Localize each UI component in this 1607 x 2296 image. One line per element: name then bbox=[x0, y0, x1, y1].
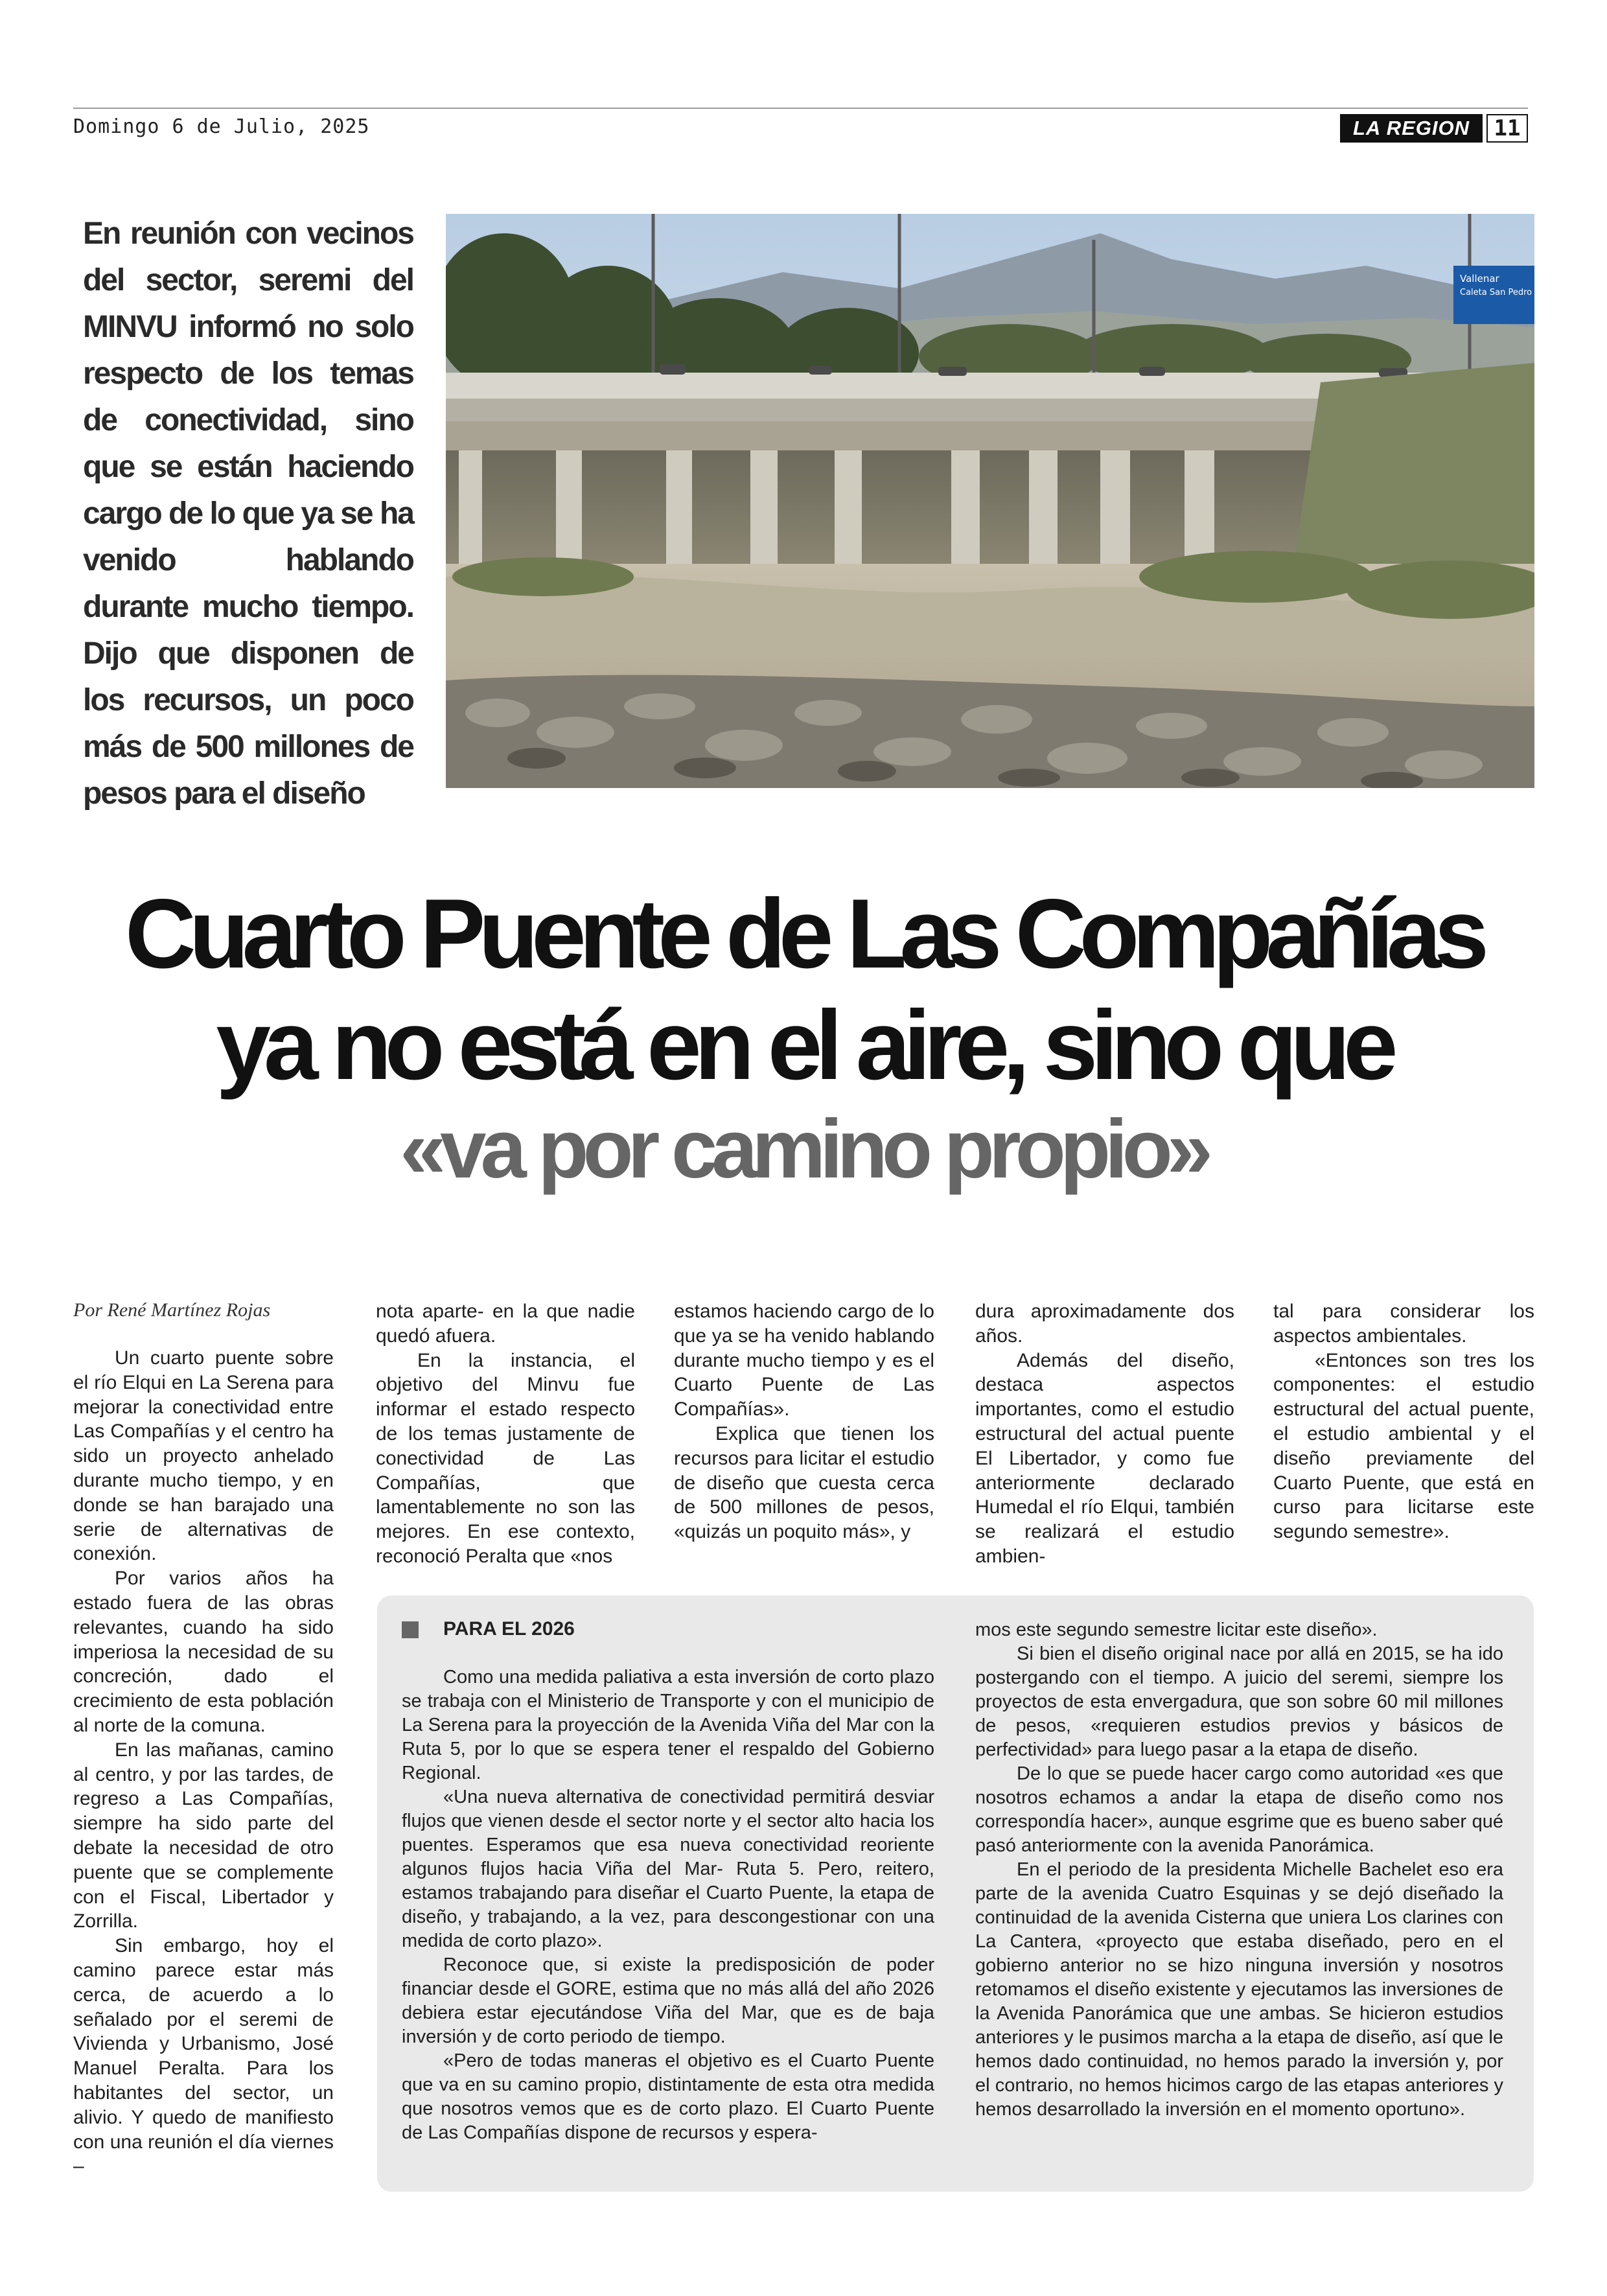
header-date: Domingo 6 de Julio, 2025 bbox=[73, 115, 370, 138]
lead-summary: En reunión con vecinos del sector, seremi del MINVU informó no solo respecto de los temas de conectividad, sino que se están haciendo cargo de lo que ya se ha venido hablando durante mucho tiempo. Dijo que disponen de los recursos, un poco más de 500 millones de pesos para el diseño bbox=[83, 216, 413, 811]
paragraph: «Entonces son tres los componentes: el estudio estructural del actual puente, el estudio ambiental y el diseño previamente del Cuarto Puente, que está en curso para licitarse este segundo semestre». bbox=[1273, 1349, 1534, 1543]
byline: Por René Martínez Rojas bbox=[73, 1299, 271, 1321]
box-marker-icon bbox=[402, 1621, 419, 1638]
paragraph: estamos haciendo cargo de lo que ya se ha venido hablando durante mucho tiempo y es el Cuarto Puente de Las Compañías». bbox=[674, 1301, 934, 1421]
paragraph: mos este segundo semestre licitar este diseño». bbox=[975, 1619, 1378, 1640]
article-column-2 bbox=[376, 1299, 635, 1569]
paragraph: dura aproximadamente dos años. bbox=[975, 1301, 1234, 1347]
paragraph: De lo que se puede hacer cargo como autoridad «es que nosotros echamos a andar la etapa de diseño como nos correspondía hacer», aunque esgrime que es bueno saber qué pasó anteriormente con la avenida Panorámica. bbox=[975, 1763, 1503, 1856]
box-column-left bbox=[402, 1665, 934, 2145]
article-column-5 bbox=[1273, 1299, 1534, 1544]
paragraph: Si bien el diseño original nace por allá en 2015, se ha ido postergando con el tiempo. A juicio del seremi, siempre los proyectos de esta envergadura, que son sobre 60 mil millones de pesos, «requieren estudios previos y básicos de perfectividad» para luego pasar a la etapa de diseño. bbox=[975, 1643, 1503, 1760]
header-rule bbox=[73, 108, 1528, 109]
bridge-photo bbox=[446, 214, 1534, 788]
paragraph: En la instancia, el objetivo del Minvu fue informar el estado respecto de los temas justamente de conectividad de Las Compañías, que lamentablemente no son las mejores. En ese contexto, reconoció Peralta que «nos bbox=[376, 1349, 635, 1567]
paragraph: En el periodo de la presidenta Michelle Bachelet eso era parte de la avenida Cuatro Esquinas y se dejó diseñado la continuidad de la avenida Cisterna que uniera Los clarines con La Cantera, «proyecto que estaba diseñado, pero en el gobierno anterior no se hizo ninguna inversión y nosotros retomamos el diseño existente y ejecutamos las inversiones de la Avenida Panorámica que une ambas. Se hicieron estudios anteriores y le pusimos marcha a la etapa de diseño, así que le hemos dado continuidad, no hemos parado la inversión y, por el contrario, no hemos hicimos cargo de las etapas anteriores y hemos desarrollado la inversión en el momento oportuno». bbox=[975, 1859, 1503, 2120]
box-column-right bbox=[975, 1618, 1503, 2122]
newspaper-brand: LA REGION bbox=[1340, 114, 1483, 143]
headline bbox=[65, 878, 1542, 1198]
paragraph: Por varios años ha estado fuera de las obras relevantes, cuando ha sido imperiosa la necesidad de su concreción, dado el crecimiento de esta población al norte de la comuna. bbox=[73, 1568, 334, 1736]
headline-quote: «va por camino propio» bbox=[400, 1103, 1207, 1196]
paragraph: Sin embargo, hoy el camino parece estar más cerca, de acuerdo a lo señalado por el seremi de Vivienda y Urbanismo, José Manuel Peralta. Para los habitantes del sector, un alivio. Y quedo de manifiesto con una reunión el día viernes – bbox=[73, 1935, 334, 2177]
paragraph: Reconoce que, si existe la predisposición de poder financiar desde el GORE, estima que no más allá del año 2026 debiera estar ejecutándose Viña del Mar, que es de baja inversión y de corto periodo de tiempo. bbox=[402, 1954, 934, 2047]
box-title: PARA EL 2026 bbox=[443, 1618, 575, 1640]
headline-line-2: ya no está en el aire, sino que bbox=[216, 990, 1391, 1100]
article-column-3 bbox=[674, 1299, 934, 1544]
paragraph: tal para considerar los aspectos ambientales. bbox=[1273, 1301, 1534, 1347]
road-sign-line1: Vallenar bbox=[1460, 273, 1499, 284]
paragraph: «Una nueva alternativa de conectividad permitirá desviar flujos que vienen desde el sector norte y el sector alto hacia los puentes. Esperamos que esa nueva conectividad reoriente algunos flujos hacia Viña del Mar- Ruta 5. Pero, reitero, estamos trabajando para diseñar el Cuarto Puente, la etapa de diseño, y trabajando, a la vez, para descongestionar con una medida de corto plazo». bbox=[402, 1787, 934, 1951]
page-number: 11 bbox=[1486, 114, 1528, 143]
article-column-4 bbox=[975, 1299, 1234, 1569]
headline-line-1: Cuarto Puente de Las Compañías bbox=[124, 879, 1483, 989]
paragraph: Explica que tienen los recursos para licitar el estudio de diseño que cuesta cerca de 500 millones de pesos, «quizás un poquito más», y bbox=[674, 1422, 934, 1543]
paragraph: Un cuarto puente sobre el río Elqui en La Serena para mejorar la conectividad entre Las Compañías y el centro ha sido un proyecto anhelado durante mucho tiempo, y en donde se han barajado una serie de alternativas de conexión. bbox=[73, 1347, 334, 1565]
paragraph: Como una medida paliativa a esta inversión de corto plazo se trabaja con el Ministerio de Transporte y con el municipio de La Serena para la proyección de la Avenida Viña del Mar con la Ruta 5, por lo que se espera tener el respaldo del Gobierno Regional. bbox=[402, 1667, 934, 1783]
article-column-1 bbox=[73, 1346, 334, 2179]
paragraph: «Pero de todas maneras el objetivo es el Cuarto Puente que va en su camino propio, distintamente de esta otra medida que nosotros vemos que es de corto plazo. El Cuarto Puente de Las Compañías dispone de recursos y espera- bbox=[402, 2050, 934, 2143]
paragraph: En las mañanas, camino al centro, y por las tardes, de regreso a Las Compañías, siempre ha sido parte del debate la necesidad de otro puente que se complemente con el Fiscal, Libertador y Zorrilla. bbox=[73, 1739, 334, 1932]
paragraph: nota aparte- en la que nadie quedó afuera. bbox=[376, 1301, 635, 1347]
paragraph: Además del diseño, destaca aspectos importantes, como el estudio estructural del actual puente El Libertador, y como fue anteriormente declarado Humedal el río Elqui, también se realizará el estudio ambien- bbox=[975, 1349, 1234, 1567]
road-sign-line2: Caleta San Pedro bbox=[1460, 288, 1532, 297]
